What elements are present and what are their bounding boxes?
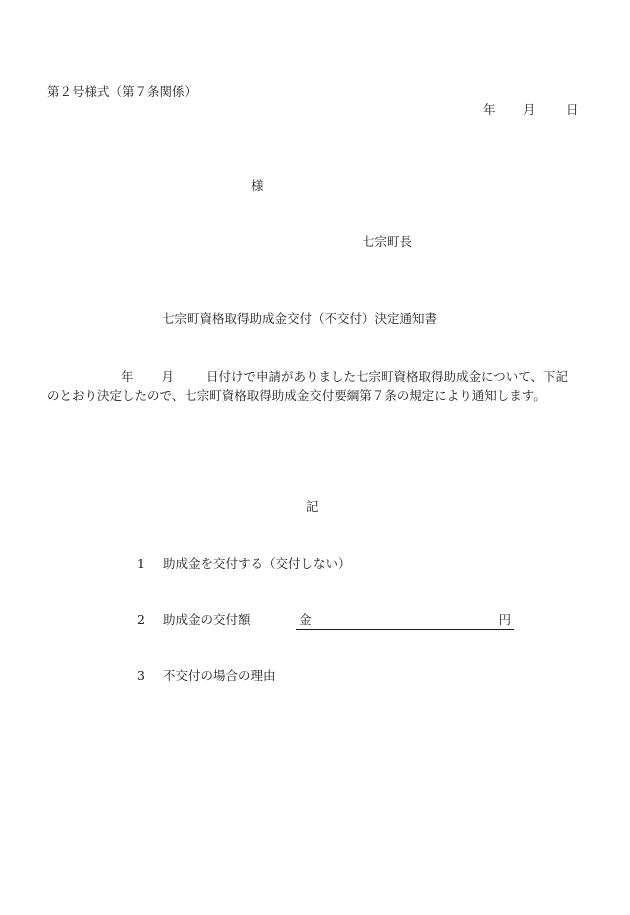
body-month-label: 月 xyxy=(161,369,175,384)
item-1-text: 助成金を交付する（交付しない） xyxy=(163,556,351,571)
document-title: 七宗町資格取得助成金交付（不交付）決定通知書 xyxy=(162,311,438,326)
ki-heading: 記 xyxy=(306,499,319,514)
form-number: 第２号様式（第７条関係） xyxy=(47,84,198,99)
date-year-label: 年 xyxy=(483,102,496,117)
item-2-number: 2 xyxy=(137,612,145,627)
amount-prefix: 金 xyxy=(299,612,312,627)
body-paragraph xyxy=(47,367,577,405)
amount-suffix: 円 xyxy=(498,612,511,627)
date-month-label: 月 xyxy=(523,102,536,117)
grant-amount-field[interactable] xyxy=(296,612,514,630)
item-1-number: 1 xyxy=(137,556,145,571)
issuer-name: 七宗町長 xyxy=(362,234,413,249)
item-2-text: 助成金の交付額 xyxy=(163,612,251,627)
item-3-text: 不交付の場合の理由 xyxy=(163,668,276,683)
recipient-honorific: 様 xyxy=(251,178,264,193)
item-3-number: 3 xyxy=(137,668,145,683)
body-year-label: 年 xyxy=(121,369,134,384)
date-day-label: 日 xyxy=(566,102,579,117)
body-main-text: 日付けで申請がありました七宗町資格取得助成金について、下記のとおり決定したので、七宗町資格取得助成金交付要綱第７条の規定により通知します。 xyxy=(47,369,569,403)
